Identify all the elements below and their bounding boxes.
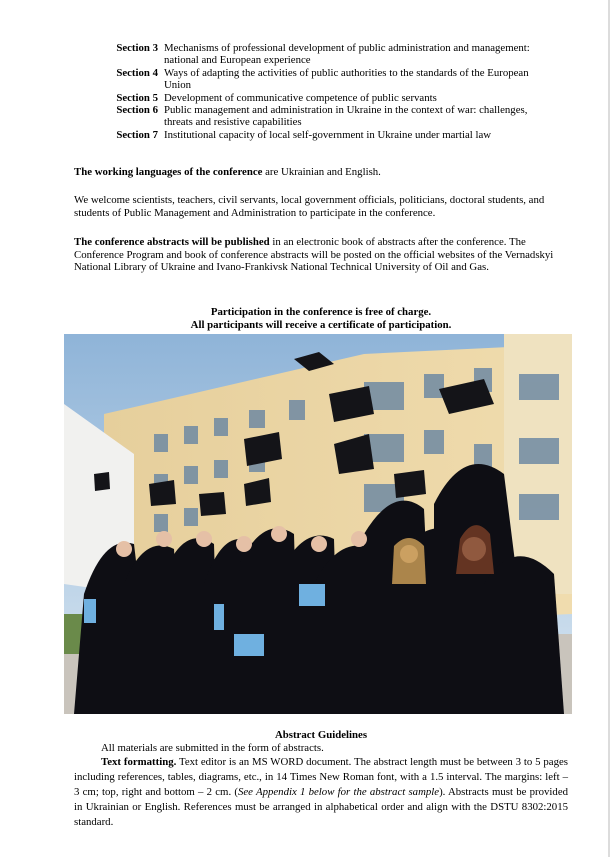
section-label: Section 4 bbox=[116, 66, 158, 79]
section-text: Mechanisms of professional development of public administration and management: national and European experience bbox=[164, 42, 530, 67]
welcome-paragraph: We welcome scientists, teachers, civil servants, local government officials, politicians, doctoral students, and students of Public Management and Administration to participate in the conference. bbox=[74, 194, 545, 219]
section-label: Section 3 bbox=[116, 42, 158, 54]
notice-line-1: Participation in the conference is free of charge. bbox=[210, 306, 432, 318]
section-label: Section 5 bbox=[116, 91, 158, 104]
notice-block bbox=[74, 306, 568, 331]
guidelines-intro: All materials are submitted in the form of abstracts. bbox=[101, 742, 324, 754]
languages-paragraph bbox=[74, 166, 568, 179]
abstracts-bold: The conference abstracts will be published bbox=[74, 236, 270, 248]
languages-text: are Ukrainian and English. bbox=[262, 166, 381, 178]
section-item bbox=[100, 67, 540, 92]
section-label: Section 6 bbox=[116, 104, 158, 117]
section-item bbox=[100, 92, 540, 104]
formatting-text-1: Text editor is an MS WORD document. The abstract length must be between 3 to 5 pages including references, tables, diagrams, etc., in 14 Times New Roman font, with a 1.5 interval. The margins: left – 3 cm; top, right and bottom – 2 cm. ( bbox=[74, 756, 568, 798]
languages-bold: The working languages of the conference bbox=[74, 166, 263, 178]
section-text: Ways of adapting the activities of public authorities to the standards of the European Union bbox=[164, 66, 529, 92]
formatting-label: Text formatting. bbox=[101, 756, 177, 768]
abstracts-paragraph bbox=[74, 236, 568, 274]
section-label: Section 7 bbox=[116, 128, 158, 141]
formatting-text-2: ). Abstracts must be provided in Ukrainian or English. References must be arranged in alphabetical order and align with the DSTU 8302:2015 standard. bbox=[74, 786, 569, 828]
guidelines-title: Abstract Guidelines bbox=[274, 729, 368, 741]
formatting-italic: See Appendix 1 below for the abstract sample bbox=[237, 786, 440, 798]
notice-line-2: All participants will receive a certificate of participation. bbox=[190, 318, 452, 331]
section-item bbox=[100, 104, 540, 129]
section-item bbox=[100, 129, 540, 141]
formatting-paragraph bbox=[74, 755, 568, 830]
section-text: Public management and administration in Ukraine in the context of war: challenges, threats and resistive capabilities bbox=[164, 104, 528, 129]
graduation-photo bbox=[64, 334, 572, 714]
section-item bbox=[100, 42, 540, 67]
abstracts-text: in an electronic book of abstracts after the conference. The Conference Program and book of conference abstracts will be posted on the official websites of the Vernadskyi National Library of Ukraine and Ivano-Frankivsk National Technical University of Oil and Gas. bbox=[74, 236, 554, 273]
section-text: Development of communicative competence of public servants bbox=[164, 91, 437, 104]
section-text: Institutional capacity of local self-government in Ukraine under martial law bbox=[164, 128, 492, 141]
section-list bbox=[100, 42, 540, 141]
